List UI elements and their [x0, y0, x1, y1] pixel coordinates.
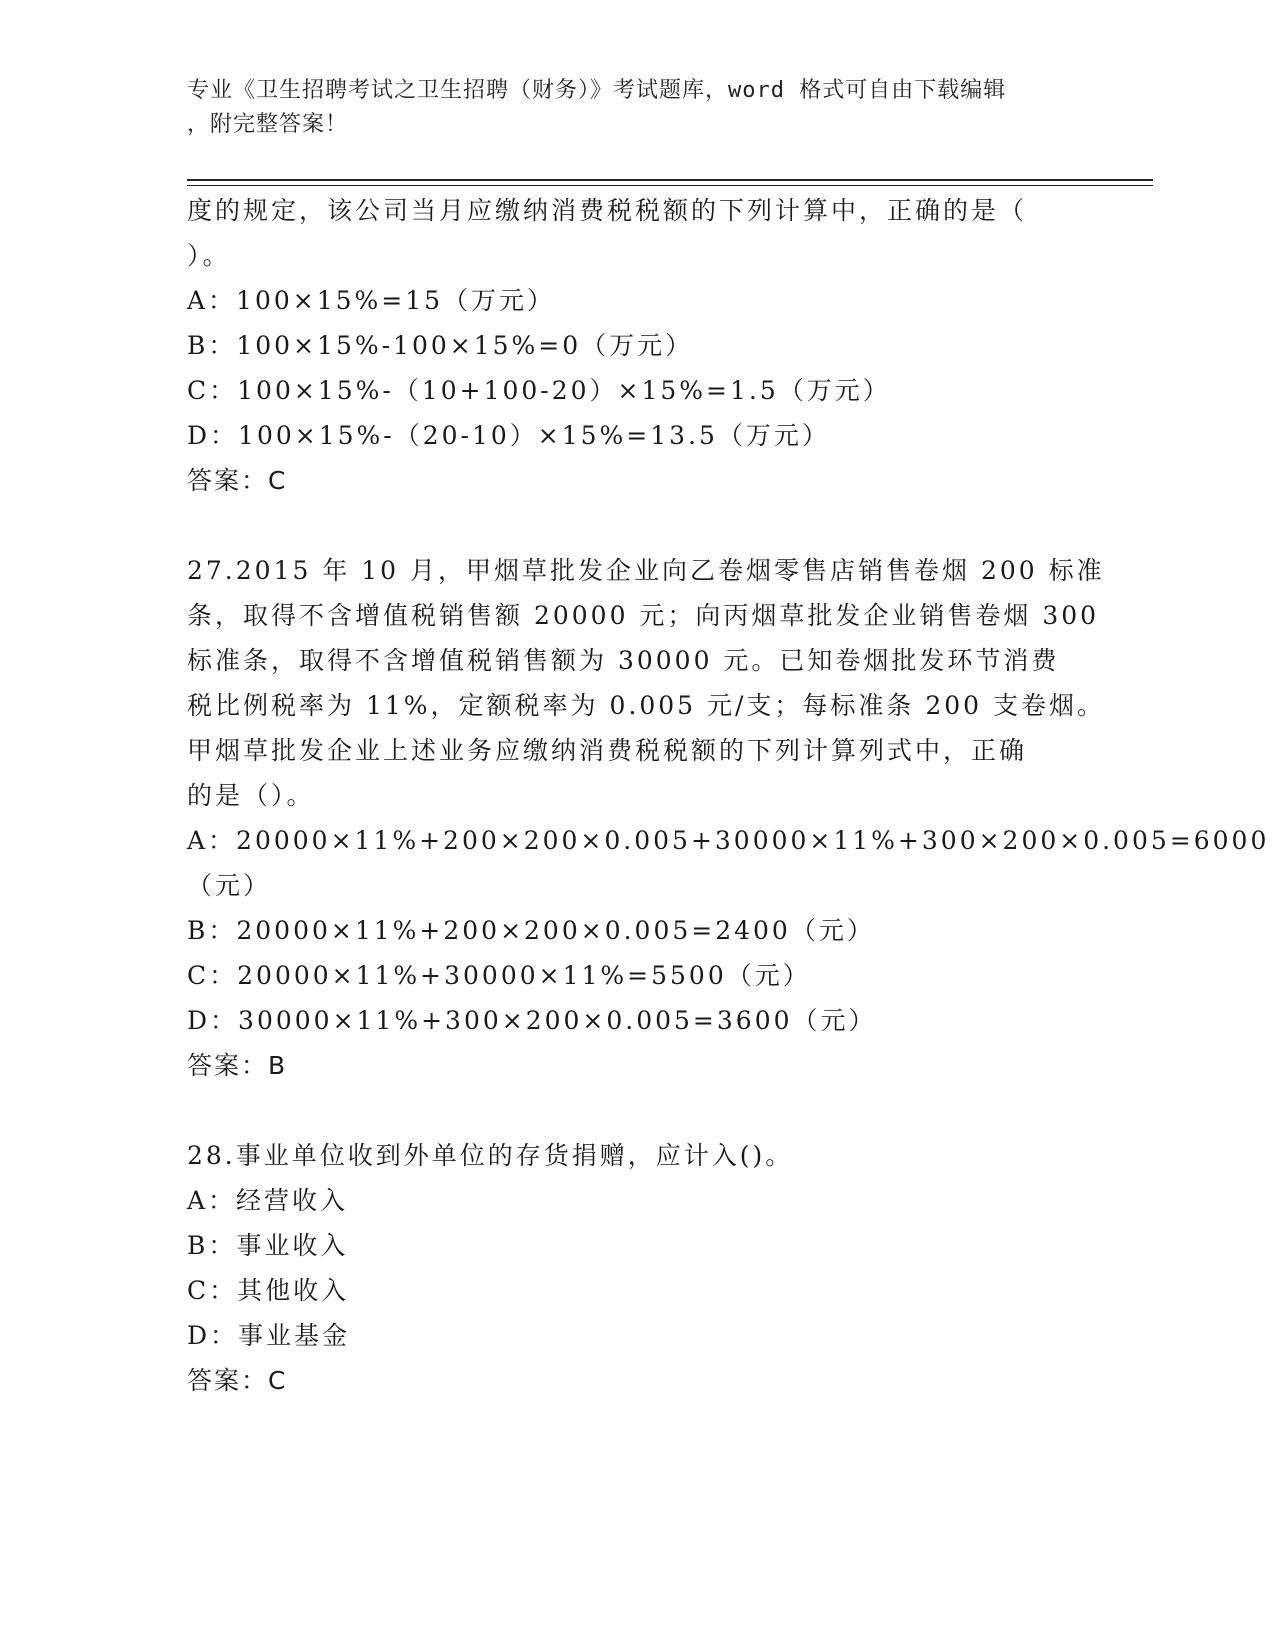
option-b: B：20000×11%+200×200×0.005=2400（元） — [187, 916, 875, 945]
header-line: ，附完整答案！ — [187, 112, 349, 137]
question-block — [187, 188, 1087, 503]
option-b: B：事业收入 — [187, 1231, 349, 1260]
option-c: C：100×15%-（10+100-20）×15%=1.5（万元） — [187, 376, 891, 405]
question-text: 的是（）。 — [187, 781, 315, 810]
option-a: A：100×15%=15（万元） — [187, 286, 556, 315]
question-list — [187, 188, 1270, 1403]
question-text: 甲烟草批发企业上述业务应缴纳消费税税额的下列计算列式中，正确 — [187, 736, 1028, 765]
answer-label: 答案：B — [187, 1051, 288, 1080]
header-divider — [187, 179, 1153, 181]
question-text: 税比例税率为 11%，定额税率为 0.005 元/支；每标准条 200 支卷烟。 — [187, 691, 1106, 720]
document-header — [187, 74, 1067, 142]
question-block — [187, 548, 1270, 1088]
question-text: 27.2015 年 10 月，甲烟草批发企业向乙卷烟零售店销售卷烟 200 标准 — [187, 556, 1105, 585]
question-block — [187, 1133, 1087, 1403]
option-a: A：经营收入 — [187, 1186, 349, 1215]
question-text: 条，取得不含增值税销售额 20000 元；向丙烟草批发企业销售卷烟 300 — [187, 601, 1100, 630]
option-c: C：其他收入 — [187, 1276, 350, 1305]
answer-label: 答案：C — [187, 1366, 288, 1395]
option-a-continued: （元） — [187, 871, 272, 900]
question-text: ）。 — [187, 241, 231, 270]
question-text: 28.事业单位收到外单位的存货捐赠，应计入()。 — [187, 1141, 794, 1170]
answer-label: 答案：C — [187, 466, 288, 495]
header-line: 专业《卫生招聘考试之卫生招聘（财务）》考试题库，word 格式可自由下载编辑 — [187, 78, 1007, 103]
option-a: A：20000×11%+200×200×0.005+30000×11%+300×200×0.005=6000 — [187, 826, 1270, 855]
option-d: D：事业基金 — [187, 1321, 351, 1350]
option-c: C：20000×11%+30000×11%=5500（元） — [187, 961, 811, 990]
option-b: B：100×15%-100×15%=0（万元） — [187, 331, 694, 360]
option-d: D：100×15%-（20-10）×15%=13.5（万元） — [187, 421, 830, 450]
header-divider-thin — [187, 185, 1153, 186]
question-text: 标准条，取得不含增值税销售额为 30000 元。已知卷烟批发环节消费 — [187, 646, 1060, 675]
question-text: 度的规定，该公司当月应缴纳消费税税额的下列计算中，正确的是（ — [187, 196, 1028, 225]
option-d: D：30000×11%+300×200×0.005=3600（元） — [187, 1006, 877, 1035]
